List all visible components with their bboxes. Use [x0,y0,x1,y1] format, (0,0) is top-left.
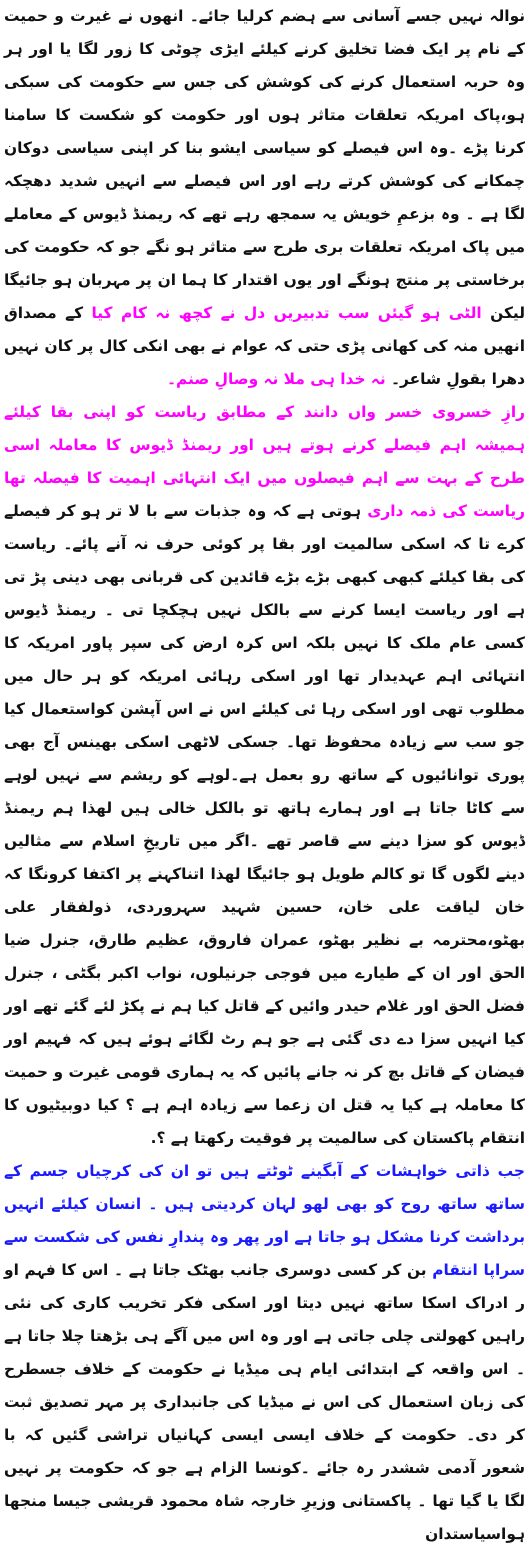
paragraph-2-highlighted-opening: رازِ خسروی خسر واں دانند کے مطابق ریاست کو اپنی بقا کیلئے ہمیشہ اہم فیصلے کرنے ہوتے ہیں اور ریمنڈ ڈیوس کا معاملہ اسی طرح کے بہت سے اہم فیصلوں میں ایک انتہائی اہمیت کا فیصلہ تھا ریاست کی ذمہ داری [4,403,525,520]
paragraph-2 [4,396,525,1155]
paragraph-3-text: بن کر کسی دوسری جانب بھٹک جاتا ہے ۔ اس کا فہم او ر ادراک اسکا ساتھ نہیں دیتا اور اسکی فکر تخریب کاری کی نئی راہیں کھولتی چلی جاتی ہے اور وہ اس میں آگے ہی بڑھتا چلا جاتا ہے ۔ اس واقعہ کے ابتدائی ایام ہی میڈیا نے حکومت کے خلاف جسطرح کی زبان استعمال کی اس نے میڈیا کی جانبداری پر مہر تصدیق ثبت کر دی۔ حکومت کے خلاف ایسی ایسی کہانیاں تراشی گئیں کہ با شعور آدمی ششدر رہ جائے ۔کونسا الزام ہے جو کہ حکومت پر نہیں لگا یا گیا تھا ۔ پاکستانی وزیرِ خارجہ شاہ محمود قریشی جیسا منجھا ہواسیاستدان [4,1261,525,1543]
paragraph-1 [4,0,525,396]
highlighted-verse: الٹی ہو گیئں سب تدبیریں دل نے کچھ نہ کام کیا [91,304,482,322]
paragraph-1-continuation: کے مصداق انھیں منہ کی کھانی پڑی حتی کہ عوام نے بھی انکی کال پر کان نہیں دھرا بقولِ شاعر۔ [4,304,525,388]
highlighted-proverb: نہ خدا ہی ملا نہ وصالِ صنم۔ [167,370,386,388]
paragraph-1-text: نوالہ نہیں جسے آسانی سے ہضم کرلیا جائے۔ انھوں نے غیرت و حمیت کے نام پر ایک فضا تخلیق کرنے کیلئے ایڑی چوٹی کا زور لگا یا اور ہر وہ حربہ استعمال کرنے کی کوشش کی جس سے حکومت کی سبکی ہو،پاک امریکہ تعلقات متاثر ہوں اور حکومت کو شکست کا سامنا کرنا پڑے ۔وہ اس فیصلے کو سیاسی ایشو بنا کر اپنی سیاسی دوکان چمکانے کی کوشش کرتے رہے اور اس فیصلے سے انہیں شدید دھچکہ لگا ہے ۔ وہ بزعمِ خویش یہ سمجھ رہے تھے کہ ریمنڈ ڈیوس کے معاملے میں پاک امریکہ تعلقات بری طرح سے متاثر ہو نگے جو کہ حکومت کی برخاستی پر منتج ہونگے اور یوں اقتدار کا ہما ان پر مہربان ہو جائیگا لیکن [4,7,525,322]
paragraph-3 [4,1155,525,1551]
paragraph-3-highlighted-opening: جب ذاتی خواہشات کے آبگینے ٹوٹتے ہیں تو ان کی کرچیاں جسم کے ساتھ ساتھ روح کو بھی لھو لہان کردیتی ہیں ۔ انسان کیلئے انہیں برداشت کرنا مشکل ہو جاتا ہے اور پھر وہ پندارِ نفس کی شکست سے سراپا انتقام [4,1162,525,1279]
article-column [4,0,525,1551]
paragraph-2-text: ہوتی ہے کہ وہ جذبات سے با لا تر ہو کر فیصلے کرے تا کہ اسکی سالمیت اور بقا پر کوئی حرف نہ آنے پائے۔ ریاست کی بقا کیلئے کبھی کبھی بڑے بڑے قائدین کی قربانی بھی دینی پڑ تی ہے اور ریاست ایسا کرنے سے بالکل نہیں ہچکچا تی ۔ ریمنڈ ڈیوس کسی عام ملک کا نہیں بلکہ اس کرہ ارض کی سپر پاور امریکہ کا انتہائی اہم عہدیدار تھا اور اسکی رہائی امریکہ کو ہر حال میں مطلوب تھی اور اسکی رہا ئی کیلئے اس نے اس آپشن کواستعمال کیا جو سب سے زیادہ محفوظ تھا۔ جسکی لاٹھی اسکی بھینس آج بھی پوری توانائیوں کے ساتھ رو بعمل ہے۔لوہے کو ریشم سے نہیں لوہے سے کاٹا جاتا ہے اور ہمارے ہاتھ تو بالکل خالی ہیں لھذا ہم ریمنڈ ڈیوس کو سزا دینے سے قاصر تھے ۔اگر میں تاریخِ اسلام سے مثالیں دینے لگوں گا تو کالم طویل ہو جائیگا لھذا اتناکہنے پر اکتفا کرونگا کہ خان لیاقت علی خان، حسین شہید سہروردی، ذولفقار علی بھٹو،محترمہ بے نظیر بھٹو، عمران فاروق، عظیم طارق، جنرل ضیا الحق اور ان کے طیارے میں فوجی جرنیلوں، نواب اکبر بگٹی ، جنرل فضل الحق اور غلام حیدر وائیں کے قاتل کیا ہم نے پکڑ لئے گئے تھے اور کیا انہیں سزا دے دی گئی ہے جو ہم رٹ لگائے ہوئے ہیں کہ فہیم اور فیضان کے قاتل بچ کر نہ جانے پائیں کہ یہ ہماری قومی غیرت و حمیت کا معاملہ ہے کیا یہ قتل ان زعما سے زیادہ اہم ہے ؟ کیا دوبیٹیوں کا انتقام پاکستان کی سالمیت پر فوقیت رکھتا ہے ؟. [4,502,525,1147]
